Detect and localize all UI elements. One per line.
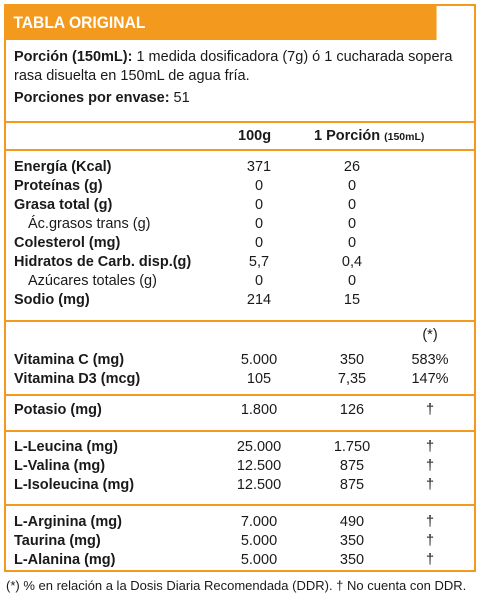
value-per-portion: 1.750 [333,439,371,455]
value-per-100g: 0 [254,197,264,213]
nutrient-label: Vitamina D3 (mcg) [14,371,141,387]
nutrient-label: Ác.grasos trans (g) [28,216,151,232]
portion-label: Porción (150mL): [14,49,133,65]
value-ddr: † [425,552,435,568]
value-ddr: 583% [411,352,449,368]
table-row [6,370,474,389]
value-per-100g: 5.000 [240,552,278,568]
servings-per-container [14,89,469,108]
divider [6,320,474,322]
table-row [6,177,474,196]
value-per-100g: 12.500 [236,477,282,493]
value-per-portion: 875 [339,458,365,474]
value-per-100g: 12.500 [236,458,282,474]
column-header-portion [314,127,424,147]
value-ddr: † [425,458,435,474]
value-per-portion: 26 [343,159,361,175]
table-title: TABLA ORIGINAL [6,6,437,40]
table-row [6,351,474,370]
nutrient-label: Azúcares totales (g) [28,273,157,289]
value-per-portion: 0,4 [341,254,363,270]
nutrient-label: L-Valina (mg) [14,458,106,474]
table-row [6,401,474,420]
value-per-portion: 350 [339,352,365,368]
value-per-100g: 0 [254,273,264,289]
table-row [6,196,474,215]
value-per-100g: 0 [254,178,264,194]
value-per-100g: 5.000 [240,352,278,368]
table-row [6,551,474,570]
value-per-portion: 350 [339,552,365,568]
nutrient-label: Grasa total (g) [14,197,113,213]
value-ddr: 147% [411,371,449,387]
value-ddr: † [425,439,435,455]
value-per-portion: 0 [347,273,357,289]
table-row [6,272,474,291]
value-per-portion: 126 [339,402,365,418]
ddr-column-header [6,326,474,345]
portion-text: 1 medida dosificadora (7g) ó 1 cucharada sopera rasa disuelta en 150mL de agua fría. [14,49,453,84]
value-per-100g: 7.000 [240,514,278,530]
servings-label: Porciones por envase: [14,90,170,106]
nutrient-label: Colesterol (mg) [14,235,121,251]
value-per-100g: 105 [246,371,272,387]
table-row [6,234,474,253]
divider [6,121,474,123]
nutrient-label: Sodio (mg) [14,292,90,308]
value-per-100g: 0 [254,216,264,232]
value-per-100g: 1.800 [240,402,278,418]
footnote: (*) % en relación a la Dosis Diaria Recomendada (DDR). † No cuenta con DDR. [6,578,467,593]
value-per-100g: 214 [246,292,272,308]
portion-description [14,48,469,86]
nutrient-label: Potasio (mg) [14,402,102,418]
column-header-portion-label: 1 Porción [314,128,381,144]
nutrient-label: Vitamina C (mg) [14,352,125,368]
table-row [6,158,474,177]
nutrient-label: Hidratos de Carb. disp.(g) [14,254,192,270]
nutrition-table [4,4,476,572]
value-per-100g: 25.000 [236,439,282,455]
divider [6,504,474,506]
table-row [6,253,474,272]
value-per-portion: 875 [339,477,365,493]
value-per-portion: 0 [347,178,357,194]
ddr-mark: (*) [422,327,438,343]
divider [6,149,474,151]
value-per-portion: 490 [339,514,365,530]
value-per-portion: 0 [347,235,357,251]
nutrient-label: L-Alanina (mg) [14,552,116,568]
table-row [6,438,474,457]
serving-info [14,48,469,108]
servings-value: 51 [169,90,190,106]
nutrient-label: Taurina (mg) [14,533,101,549]
nutrient-label: L-Isoleucina (mg) [14,477,135,493]
table-row [6,215,474,234]
table-row [6,457,474,476]
value-per-portion: 7,35 [337,371,367,387]
divider [6,394,474,396]
value-per-100g: 5.000 [240,533,278,549]
nutrient-label: L-Arginina (mg) [14,514,122,530]
value-per-portion: 15 [343,292,361,308]
value-per-portion: 350 [339,533,365,549]
value-ddr: † [425,477,435,493]
value-per-100g: 371 [246,159,272,175]
nutrient-label: Proteínas (g) [14,178,103,194]
table-row [6,291,474,310]
column-header-portion-unit: (150mL) [384,131,425,143]
value-ddr: † [425,533,435,549]
divider [6,430,474,432]
nutrient-label: Energía (Kcal) [14,159,112,175]
value-per-100g: 5,7 [248,254,270,270]
table-row [6,513,474,532]
column-header-100g: 100g [238,128,272,144]
nutrient-label: L-Leucina (mg) [14,439,118,455]
value-per-portion: 0 [347,216,357,232]
value-ddr: † [425,514,435,530]
table-row [6,532,474,551]
table-row [6,476,474,495]
value-ddr: † [425,402,435,418]
value-per-portion: 0 [347,197,357,213]
value-per-100g: 0 [254,235,264,251]
